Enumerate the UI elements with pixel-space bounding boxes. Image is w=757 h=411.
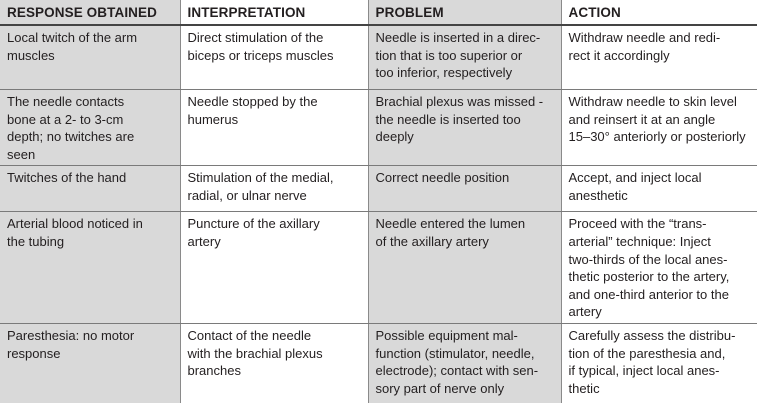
cell-problem: Correct needle position	[368, 166, 561, 212]
header-row	[0, 0, 757, 25]
cell-problem: Needle is inserted in a direc- tion that is too superior or too inferior, respectively	[368, 25, 561, 90]
cell-response: Local twitch of the arm muscles	[0, 25, 180, 90]
cell-problem: Brachial plexus was missed - the needle is inserted too deeply	[368, 90, 561, 166]
header-interpretation: INTERPRETATION	[180, 0, 368, 25]
header-response-obtained: RESPONSE OBTAINED	[0, 0, 180, 25]
cell-interpretation: Contact of the needle with the brachial plexus branches	[180, 323, 368, 403]
cell-interpretation: Needle stopped by the humerus	[180, 90, 368, 166]
cell-response: Paresthesia: no motor response	[0, 323, 180, 403]
table-row	[0, 90, 757, 166]
table-row	[0, 25, 757, 90]
cell-response: Twitches of the hand	[0, 166, 180, 212]
cell-interpretation: Stimulation of the medial, radial, or ulnar nerve	[180, 166, 368, 212]
header-action: ACTION	[561, 0, 757, 25]
table-row	[0, 212, 757, 324]
cell-response: The needle contacts bone at a 2- to 3-cm depth; no twitches are seen	[0, 90, 180, 166]
cell-action: Withdraw needle and redi- rect it accordingly	[561, 25, 757, 90]
table-row	[0, 323, 757, 403]
cell-action: Carefully assess the distribu- tion of the paresthesia and, if typical, inject local anes- thetic	[561, 323, 757, 403]
cell-problem: Needle entered the lumen of the axillary artery	[368, 212, 561, 324]
table-row	[0, 166, 757, 212]
cell-problem: Possible equipment mal- function (stimulator, needle, electrode); contact with sen- sory part of nerve only	[368, 323, 561, 403]
cell-action: Withdraw needle to skin level and reinsert it at an angle 15–30° anteriorly or posteriorly	[561, 90, 757, 166]
cell-interpretation: Direct stimulation of the biceps or triceps muscles	[180, 25, 368, 90]
cell-interpretation: Puncture of the axillary artery	[180, 212, 368, 324]
cell-action: Accept, and inject local anesthetic	[561, 166, 757, 212]
header-problem: PROBLEM	[368, 0, 561, 25]
cell-action: Proceed with the “trans- arterial” technique: Inject two-thirds of the local anes- thetic posterior to the artery, and one-third anterior to the artery	[561, 212, 757, 324]
cell-response: Arterial blood noticed in the tubing	[0, 212, 180, 324]
